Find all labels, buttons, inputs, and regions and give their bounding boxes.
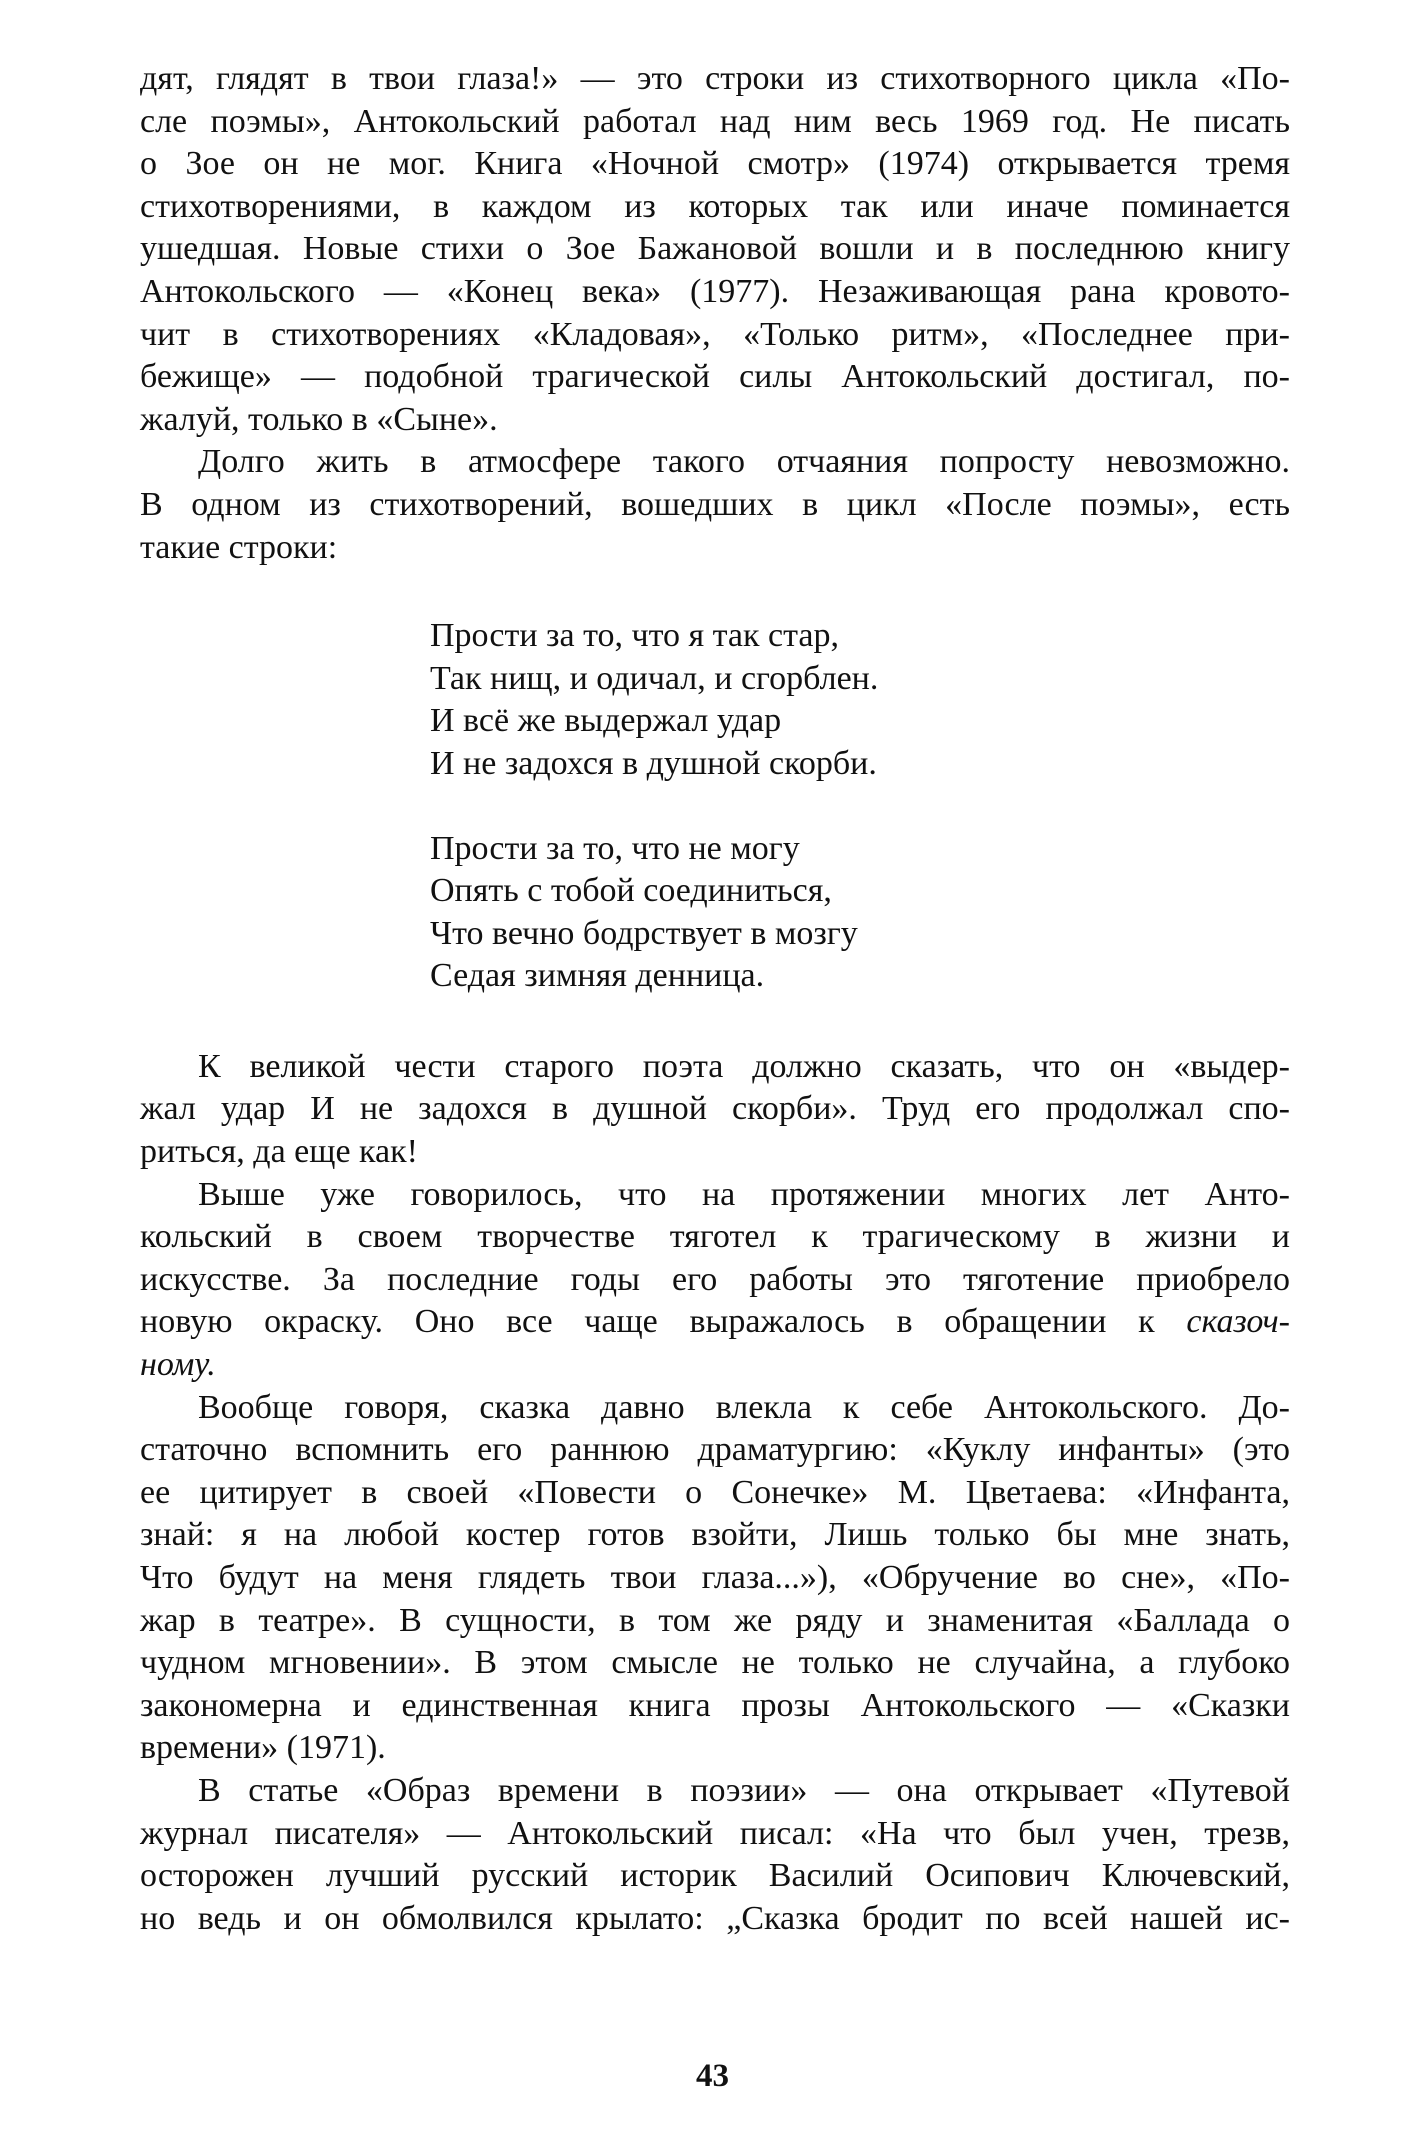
text-line: но ведь и он обмолвился крылато: „Сказка бродит по всей нашей ис- [140,1899,1290,1937]
poem-line: Опять с тобой соединиться, [430,872,832,910]
text-line: знай: я на любой костер готов взойти, Лишь только бы мне знать, [140,1516,1290,1554]
text-line: статочно вспомнить его раннюю драматургию: «Куклу инфанты» (это [140,1431,1290,1469]
text-line: дят, глядят в твои глаза!» — это строки из стихотворного цикла «По- [140,60,1290,97]
text-segment: новую окраску. Оно все чаще выражалось в обращении к [140,1303,1187,1341]
italic-emphasis: ному. [140,1346,216,1384]
paragraph-1 [140,58,1290,441]
poem-line: Прости за то, что я так стар, [430,617,839,655]
text-line: Долго жить в атмосфере такого отчаяния попросту невозможно. [198,443,1290,481]
text-line: чудном мгновении». В этом смысле не только не случайна, а глубоко [140,1644,1290,1682]
text-line: Выше уже говорилось, что на протяжении многих лет Анто- [198,1175,1290,1213]
poem-line: Что вечно бодрствует в мозгу [430,914,858,952]
text-line: ее цитирует в своей «Повести о Сонечке» М. Цветаева: «Инфанта, [140,1473,1290,1511]
poem-stanza-2 [430,828,1290,998]
text-line: К великой чести старого поэта должно сказать, что он «выдер- [198,1047,1290,1085]
poem-line: Прости за то, что не могу [430,829,800,867]
text-line: такие строки: [140,528,338,566]
text-line [140,1301,1290,1344]
text-line: жал удар И не задохся в душной скорби». Труд его продолжал спо- [140,1090,1290,1128]
page-number: 43 [696,2058,729,2094]
text-line: чит в стихотворениях «Кладовая», «Только ритм», «Последнее при- [140,315,1290,353]
poem-line: И не задохся в душной скорби. [430,744,877,782]
text-line: осторожен лучший русский историк Василий Осипович Ключевский, [140,1857,1290,1895]
text-line: закономерна и единственная книга прозы Антокольского — «Сказки [140,1686,1290,1724]
text-line: кольский в своем творчестве тяготел к трагическому в жизни и [140,1218,1290,1256]
text-line: Что будут на меня глядеть твои глаза...»), «Обручение во сне», «По- [140,1559,1290,1596]
poem-stanza-1 [430,615,1290,785]
text-line: времени» (1971). [140,1729,386,1767]
paragraph-6 [140,1770,1290,1940]
text-line: В одном из стихотворений, вошедших в цикл «После поэмы», есть [140,485,1290,523]
text-line: жар в театре». В сущности, в том же ряду и знаменитая «Баллада о [140,1601,1290,1639]
page-body [140,58,1290,1940]
italic-emphasis: сказоч- [1186,1303,1290,1341]
text-line: риться, да еще как! [140,1133,418,1171]
text-line: бежище» — подобной трагической силы Антокольский достигал, по- [140,358,1290,396]
paragraph-2 [140,441,1290,569]
text-line [140,1344,1290,1387]
poem-quote [430,615,1290,998]
text-line: ушедшая. Новые стихи о Зое Бажановой вошли и в последнюю книгу [140,230,1290,268]
text-line: сле поэмы», Антокольский работал над ним весь 1969 год. Не писать [140,102,1290,140]
poem-line: Так нищ, и одичал, и сгорблен. [430,659,879,697]
text-line: жалуй, только в «Сыне». [140,400,498,438]
poem-line: И всё же выдержал удар [430,702,782,740]
text-line: В статье «Образ времени в поэзии» — она открывает «Путевой [198,1771,1290,1809]
text-line: стихотворениями, в каждом из которых так или иначе поминается [140,187,1290,225]
text-line: Вообще говоря, сказка давно влекла к себе Антокольского. До- [198,1388,1290,1426]
text-line: Антокольского — «Конец века» (1977). Незаживающая рана кровото- [140,272,1290,310]
paragraph-3 [140,1046,1290,1174]
text-line: журнал писателя» — Антокольский писал: «На что был учен, трезв, [140,1814,1290,1852]
poem-line: Седая зимняя денница. [430,957,765,995]
text-line: искусстве. За последние годы его работы это тяготение приобрело [140,1260,1290,1298]
text-line: о Зое он не мог. Книга «Ночной смотр» (1974) открывается тремя [140,145,1290,183]
paragraph-5 [140,1387,1290,1770]
paragraph-4 [140,1174,1290,1387]
